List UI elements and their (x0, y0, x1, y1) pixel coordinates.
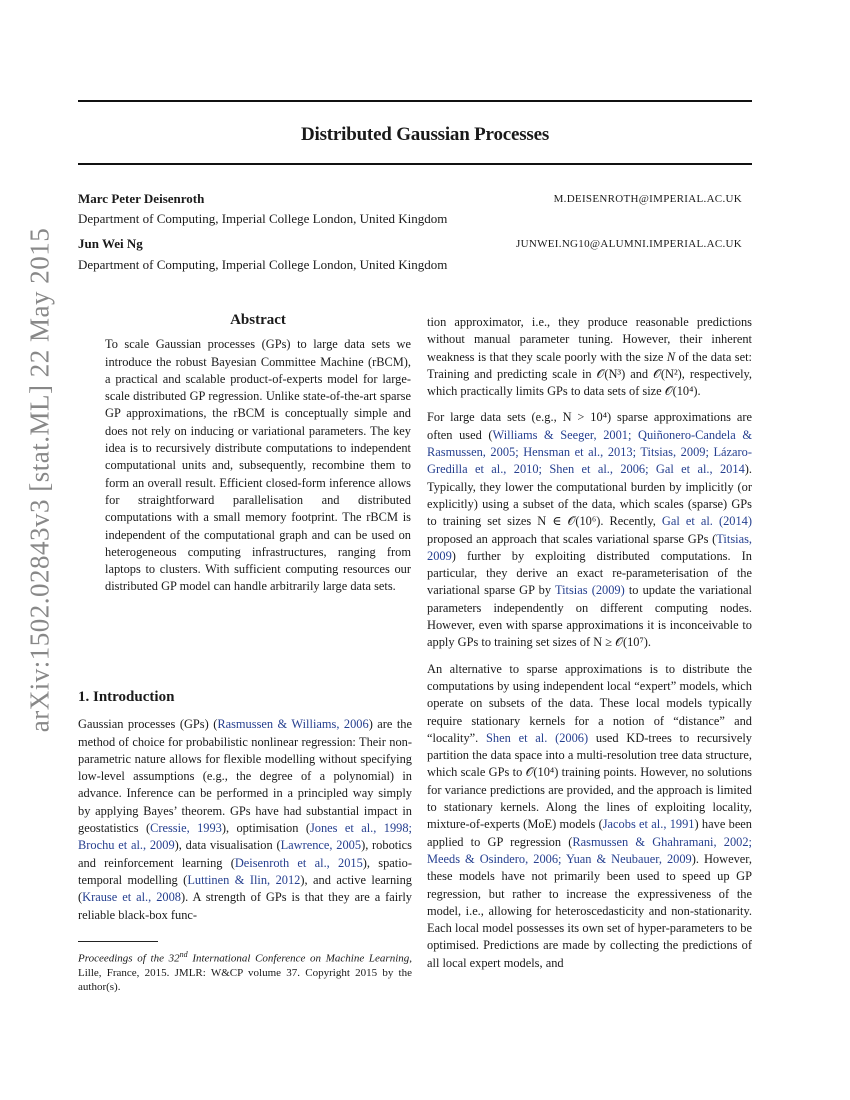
abstract-block (105, 312, 411, 605)
citation-link[interactable]: Jacobs et al., 1991 (602, 817, 695, 832)
author-name: Marc Peter Deisenroth (78, 191, 205, 206)
citation-link[interactable]: Titsias, 2009 (427, 531, 752, 563)
text: ) further by exploiting distributed computations. In particular, they derive an exact re-parameterisation of the variational sparse GP by (427, 548, 752, 598)
text: Gaussian processes (GPs) ( (78, 717, 218, 732)
text: nd (179, 950, 188, 959)
text: ), spatio-temporal modelling ( (78, 855, 412, 887)
footnote-rule (78, 941, 158, 942)
intro-paragraph-1-continued (427, 314, 752, 400)
text: of the data set: Training and predicting scale in 𝒪(N³) and 𝒪(N²), respectively, which practically limits GPs to data sets of size 𝒪(10⁴). (427, 349, 752, 399)
text: ) are the method of choice for probabilistic nonlinear regression: Their non-parametric nature allows for flexible modelling without specifying low-level assumptions (e.g., the degree of a polynomial) in advance. Inference can be performed in a principled way simply by applying Bayes’ theorem. GPs have had substantial impact in geostatistics ( (78, 717, 412, 836)
abstract-text: To scale Gaussian processes (GPs) to large data sets we introduce the robust Bayesian Committee Machine (rBCM), a practical and scalable product-of-experts model for large-scale distributed GP regression. Unlike state-of-the-art sparse GP approximations, the rBCM is conceptually simple and does not rely on inducing or variational parameters. The key idea is to recursively distribute computations to independent computational units and, subsequently, recombine them to form an overall result. Efficient closed-form inference allows for straightforward parallelisation and distributed computations with a small memory footprint. The rBCM is independent of the computational graph and can be used on heterogeneous computing infrastructures, ranging from laptops to clusters. With sufficient computing resources our distributed GP model can handle arbitrarily large data sets. (105, 337, 411, 594)
text: ). Typically, they lower the computational burden by implicitly (or explicitly) using a subset of the data, which scales (sparse) GPs to training set sizes N ∈ 𝒪(10⁶). Recently, (427, 462, 752, 529)
text: to update the variational parameters independently on different computing nodes. However, even with sparse approximations it is inconceivable to apply GPs to training set sizes of N ≥ 𝒪(10⁷). (427, 583, 752, 650)
text: ). However, these models have not primarily been used to speed up GP regression, but rather to increase the expressiveness of the model, i.e., allowing for heteroscedasticity and non-stationarity. Each local model possesses its own set of hyper-parameters to be optimised. Predictions are made by collecting the predictions of all local expert models, and (427, 851, 752, 970)
text: ), robotics and reinforcement learning ( (78, 838, 412, 870)
citation-link[interactable]: Krause et al., 2008 (82, 890, 181, 905)
text: , Lille, France, 2015. JMLR: W&CP volume 37. Copyright 2015 by the author(s). (78, 952, 412, 993)
introduction-left (78, 689, 412, 933)
text: ), and active learning ( (78, 872, 412, 905)
section-heading: 1. Introduction (78, 689, 175, 705)
footnote-block (78, 937, 412, 994)
footnote-text (78, 948, 412, 994)
text: ). A strength of GPs is that they are a fairly reliable black-box func- (78, 890, 412, 922)
citation-link[interactable]: Gal et al. (2014) (661, 514, 752, 529)
intro-paragraph-3 (427, 661, 752, 972)
text: tion approximator, i.e., they produce reasonable predictions without manual parameter tuning. However, their inherent weakness is that they scale poorly with the size (427, 315, 752, 364)
citation-link[interactable]: Lawrence, 2005 (280, 838, 362, 853)
citation-link[interactable]: Deisenroth et al., 2015 (234, 855, 363, 870)
author-email: M.DEISENROTH@IMPERIAL.AC.UK (553, 193, 742, 205)
text: Proceedings of the 32 (78, 952, 180, 965)
author-email: JUNWEI.NG10@ALUMNI.IMPERIAL.AC.UK (516, 238, 742, 250)
text: proposed an approach that scales variational sparse GPs ( (427, 531, 717, 546)
abstract-heading: Abstract (230, 312, 286, 328)
author-affiliation: Department of Computing, Imperial College London, United Kingdom (78, 257, 448, 272)
top-rule (78, 100, 752, 102)
title-rule (78, 163, 752, 165)
text: For large data sets (e.g., N > 10⁴) sparse approximations are often used ( (427, 410, 752, 442)
citation-link[interactable]: Titsias (2009) (554, 583, 625, 598)
paper-title: Distributed Gaussian Processes (300, 124, 550, 145)
author-affiliation: Department of Computing, Imperial College London, United Kingdom (78, 211, 448, 226)
introduction-right (427, 314, 752, 981)
citation-link[interactable]: Rasmussen & Williams, 2006 (217, 717, 369, 732)
citation-link[interactable]: Cressie, 1993 (150, 821, 222, 836)
text: An alternative to sparse approximations is to distribute the computations by using independent local “expert” models, which operate on subsets of the data. These local models typically require stationary kernels for a notion of “distance” and “locality”. (427, 661, 752, 745)
text: International Conference on Machine Learning (187, 952, 410, 965)
citation-link[interactable]: Luttinen & Ilin, 2012 (187, 872, 301, 887)
text: ) have been applied to GP regression ( (427, 817, 753, 849)
text: ), optimisation ( (221, 821, 310, 836)
math-variable: N (666, 349, 676, 364)
citation-link[interactable]: Williams & Seeger, 2001; Quiñonero-Candela & Rasmussen, 2005; Hensman et al., 2013; Titsias, 2009; Lázaro-Gredilla et al., 2010; Shen et al., 2006; Gal et al., 2014 (427, 427, 752, 477)
author-name: Jun Wei Ng (78, 236, 143, 251)
citation-link[interactable]: Shen et al. (2006) (486, 730, 589, 745)
arxiv-stamp: arXiv:1502.02843v3 [stat.ML] 22 May 2015 (24, 227, 55, 733)
text: used KD-trees to recursively partition the data space into a multi-resolution tree data structure, which scale GPs to 𝒪(10⁴) training points. However, no solutions for variance predictions are provided, and the approach is limited to stationary kernels. Along the lines of exploiting locality, mixture-of-experts (MoE) models ( (427, 730, 752, 832)
citation-link[interactable]: Jones et al., 1998; Brochu et al., 2009 (78, 821, 413, 853)
intro-paragraph-2 (427, 409, 752, 651)
intro-paragraph-1 (78, 716, 412, 924)
citation-link[interactable]: Rasmussen & Ghahramani, 2002; Meeds & Osindero, 2006; Yuan & Neubauer, 2009 (427, 834, 753, 866)
text: ), data visualisation ( (174, 838, 281, 853)
